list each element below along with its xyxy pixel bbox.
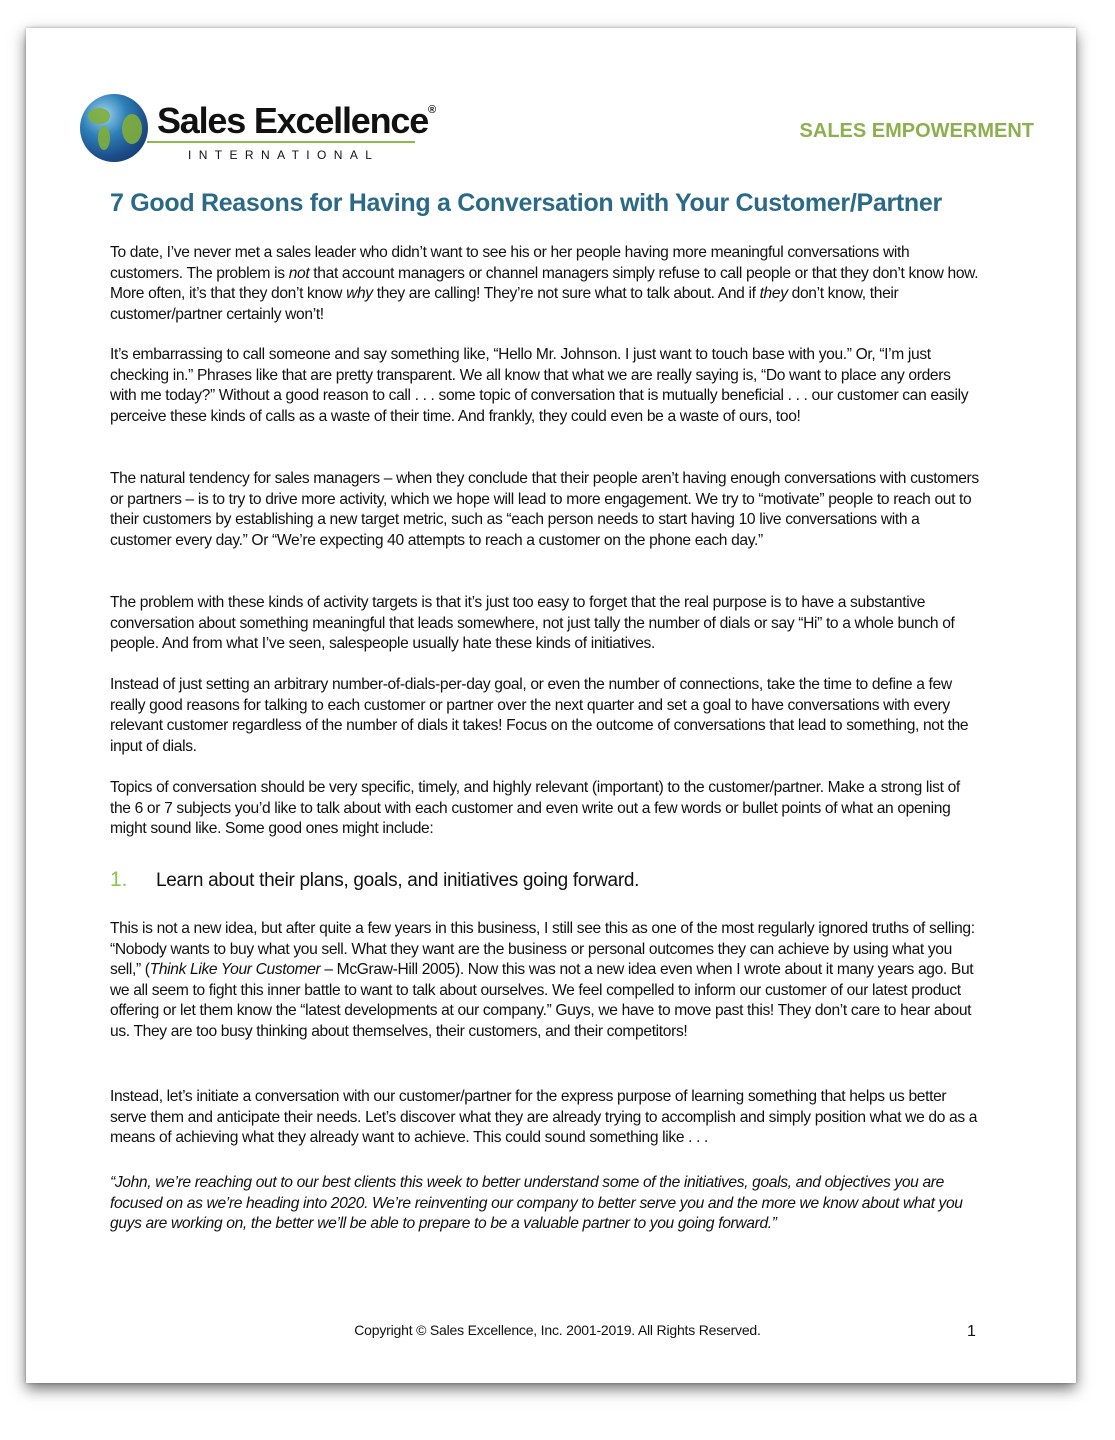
logo-underline bbox=[147, 141, 415, 143]
example-quote: “John, we’re reaching out to our best clients this week to better understand some of the initiatives, goals, and objectives you are focused on as we’re heading into 2020. We’re reinventing our company to better serve you and the more we know about what you guys are working on, the better we’ll be able to prepare to be a valuable partner to you going forward.” bbox=[110, 1174, 963, 1233]
paragraph-4: The problem with these kinds of activity targets is that it’s just too easy to forget that the real purpose is to have a substantive conversation about something meaningful that leads somewhere, not just tally the number of dials or say “Hi” to a whole bunch of people. And from what I’ve seen, salespeople usually hate these kinds of initiatives. bbox=[110, 594, 955, 653]
logo-subtitle: INTERNATIONAL bbox=[188, 148, 380, 162]
paragraph-7: This is not a new idea, but after quite a few years in this business, I still see this as one of the most regularly ignored truths of selling: “Nobody wants to buy what you sell. What they want are the business or personal outcomes they can achieve by using what you sell,” (Think Like Your Customer – McGraw-Hill 2005). Now this was not a new idea even when I wrote about it many years ago. But we all seem to fight this inner battle to want to talk about ourselves. We feel compelled to inform our customer of our latest product offering or let them know the “latest developments at our company.” Guys, we have to move past this! They don’t care to hear about us. They are too busy thinking about themselves, their customers, and their competitors! bbox=[110, 920, 975, 1040]
paragraph-8: Instead, let’s initiate a conversation with our customer/partner for the express purpose of learning something that helps us better serve them and anticipate their needs. Let’s discover what they are already trying to accomplish and simply position what we do as a means of achieving what they already want to achieve. This could sound something like . . . bbox=[110, 1088, 978, 1147]
paragraph-6: Topics of conversation should be very specific, timely, and highly relevant (important) to the customer/partner. Make a strong list of the 6 or 7 subjects you’d like to talk about with each customer and even write out a few words or bullet points of what an opening might sound like. Some good ones might include: bbox=[110, 779, 960, 838]
copyright-footer: Copyright © Sales Excellence, Inc. 2001-2019. All Rights Reserved. bbox=[354, 1322, 761, 1338]
page-number: 1 bbox=[967, 1323, 976, 1340]
globe-logo-icon bbox=[80, 94, 148, 162]
document-title: 7 Good Reasons for Having a Conversation with Your Customer/Partner bbox=[110, 189, 942, 217]
reason-number: 1. bbox=[110, 868, 128, 891]
paragraph-5: Instead of just setting an arbitrary number-of-dials-per-day goal, or even the number of connections, take the time to define a few really good reasons for talking to each customer or partner over the next quarter and set a goal to have conversations with every relevant customer regardless of the number of dials it takes! Focus on the outcome of conversations that lead to something, not the input of dials. bbox=[110, 676, 969, 755]
paragraph-2: It’s embarrassing to call someone and say something like, “Hello Mr. Johnson. I just want to touch base with you.” Or, “I’m just checking in.” Phrases like that are pretty transparent. We all know that what we are really saying is, “Do want to place any orders with me today?” Without a good reason to call . . . some topic of conversation that is mutually beneficial . . . our customer can easily perceive these kinds of calls as a waste of their time. And frankly, they could even be a waste of ours, too! bbox=[110, 346, 969, 425]
paragraph-3: The natural tendency for sales managers – when they conclude that their people aren’t having enough conversations with customers or partners – is to try to drive more activity, which we hope will lead to more engagement. We try to “motivate” people to reach out to their customers by establishing a new target metric, such as “each person needs to start having 10 live conversations with a customer every day.” Or “We’re expecting 40 attempts to reach a customer on the phone each day.” bbox=[110, 470, 979, 549]
logo-wordmark: Sales Excellence® bbox=[157, 100, 437, 141]
section-label: SALES EMPOWERMENT bbox=[799, 120, 1034, 142]
paragraph-1: To date, I’ve never met a sales leader who didn’t want to see his or her people having more meaningful conversations with customers. The problem is not that account managers or channel managers simply refuse to call people or that they don’t know how. More often, it’s that they don’t know why they are calling! They’re not sure what to talk about. And if they don’t know, their customer/partner certainly won’t! bbox=[110, 244, 979, 323]
reason-heading: Learn about their plans, goals, and initiatives going forward. bbox=[156, 870, 640, 891]
